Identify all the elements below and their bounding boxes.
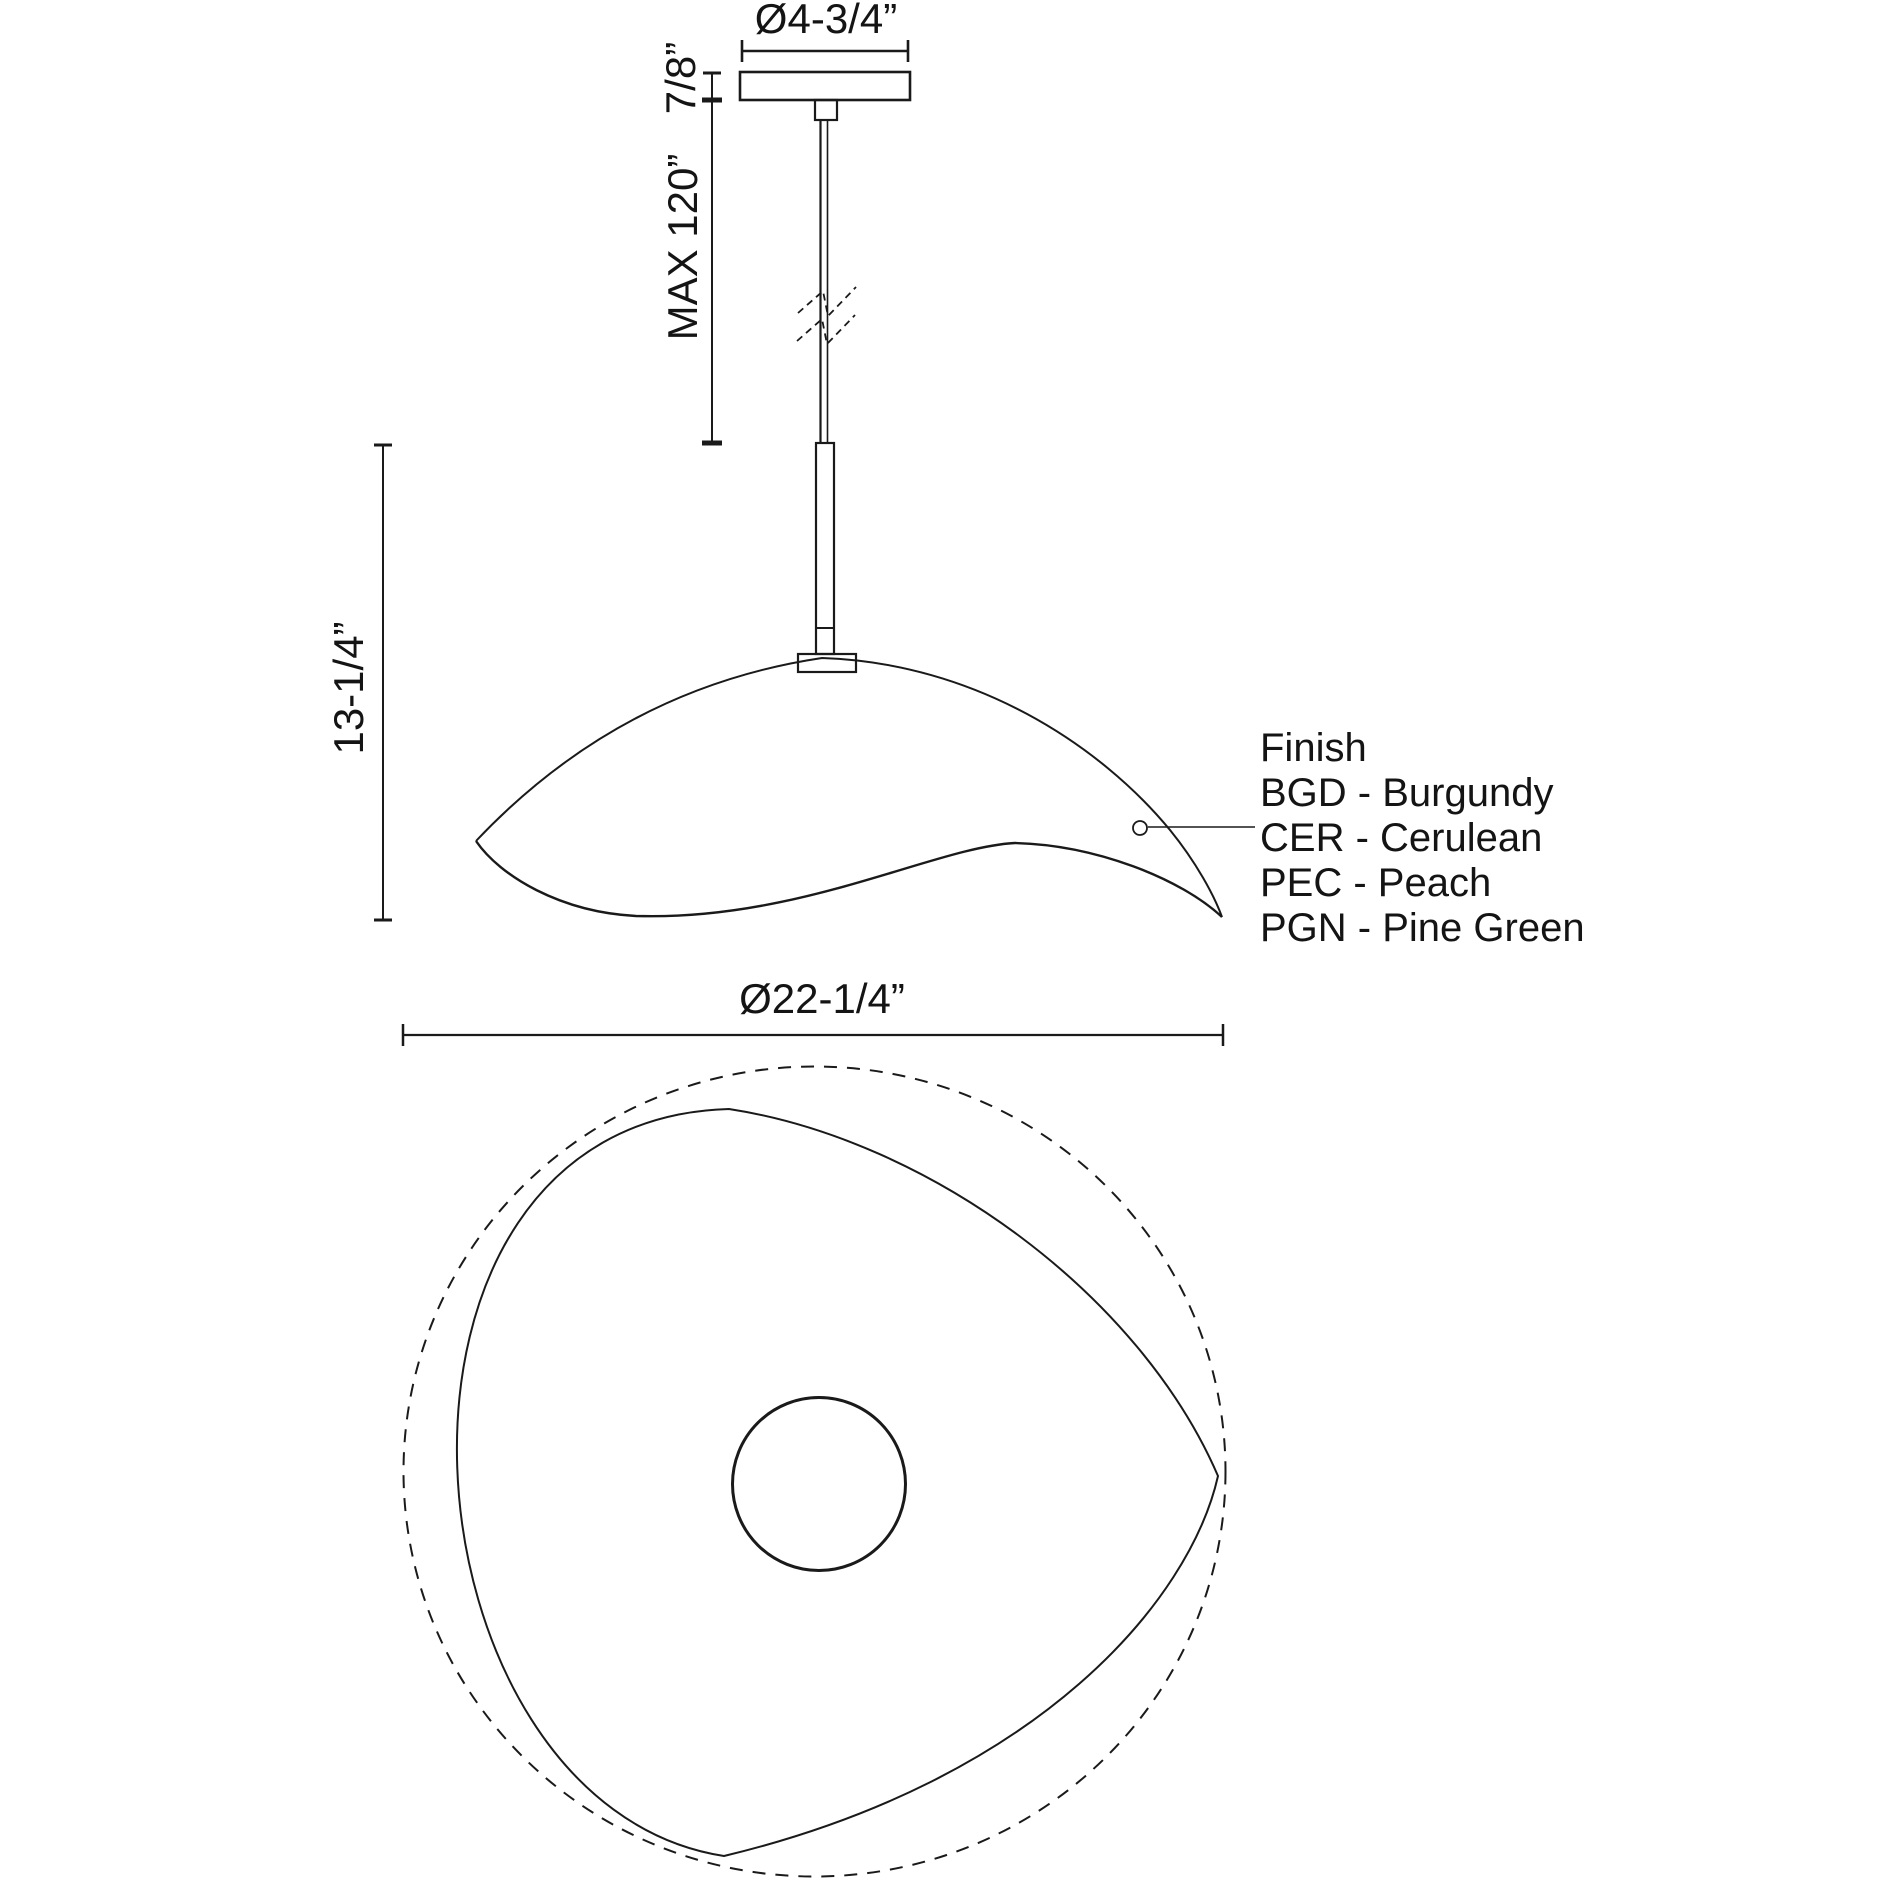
finish-legend xyxy=(1260,726,1585,951)
break-symbol xyxy=(797,287,856,344)
finish-option-peach: PEC - Peach xyxy=(1260,861,1492,905)
callout-marker xyxy=(1133,821,1147,835)
side-elevation-view xyxy=(374,40,1255,920)
center-stem-circle xyxy=(733,1398,906,1571)
fixture-height-label: 13-1/4” xyxy=(324,621,372,755)
shade-upper-profile xyxy=(476,658,1222,917)
canopy-diameter-label: Ø4-3/4” xyxy=(754,0,898,42)
ceiling-canopy xyxy=(740,72,910,100)
finish-option-burgundy: BGD - Burgundy xyxy=(1260,771,1554,815)
finish-callout xyxy=(1133,821,1255,835)
canopy-height-label: 7/8” xyxy=(656,41,704,115)
bottom-plan-view xyxy=(403,1024,1226,1877)
shade-rim-outline xyxy=(457,1109,1218,1856)
canopy-hanger-block xyxy=(815,100,837,120)
shade-diameter-label: Ø22-1/4” xyxy=(739,974,905,1022)
break-line-lower xyxy=(797,315,855,344)
canopy-diameter-dimension xyxy=(742,40,908,62)
finish-option-pine-green: PGN - Pine Green xyxy=(1260,906,1585,950)
fixture-height-dimension xyxy=(374,445,392,920)
finish-option-cerulean: CER - Cerulean xyxy=(1260,816,1543,860)
stem-sleeve xyxy=(816,443,834,654)
shade-lower-profile xyxy=(476,841,1222,917)
shade-max-diameter-dashed-circle xyxy=(404,1067,1226,1877)
suspension-max-length-label: MAX 120” xyxy=(658,153,706,341)
shade-mount-plate xyxy=(798,654,856,672)
shade-diameter-dimension xyxy=(403,1024,1223,1046)
finish-legend-title: Finish xyxy=(1260,726,1367,770)
